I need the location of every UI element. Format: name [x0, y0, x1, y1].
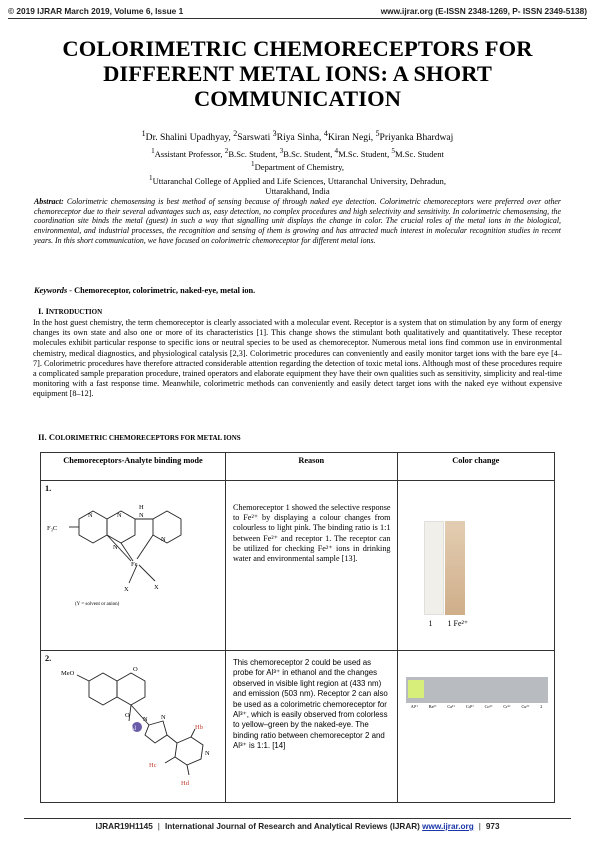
vial-al: [408, 680, 424, 698]
section-initial: C: [48, 432, 56, 442]
author-roles: [30, 146, 565, 159]
role-sup: 4: [334, 147, 339, 155]
reason-text: This chemoreceptor 2 could be used as probe for Al³⁺ in ethanol and the changes observed in visible light region at (433 nm) and emission (503 nm). Receptor 2 can also be used as a colorimetric chemoreceptor for Al³⁺, which is easily observed from colorless to yellow–green by the naked-eye. The binding ratio between chemoreceptor 2 and Al³⁺ is 1:1. [14]: [232, 658, 388, 751]
ligand-label: X: [154, 584, 159, 591]
structure-note: (Y = solvent or anion): [75, 602, 120, 607]
vial-label: Ba²⁺: [428, 704, 437, 709]
proton-label: Hd: [181, 780, 189, 787]
dept-sup: 1: [251, 160, 255, 169]
abstract-label: Abstract:: [34, 197, 64, 206]
author-name: Priyanka Bhardwaj: [379, 132, 454, 144]
author-name: Riya Sinha,: [276, 132, 324, 144]
vial-labels: [406, 704, 548, 709]
role-text: Assistant Professor,: [154, 148, 225, 159]
color-change-cell: [397, 481, 554, 651]
section-number: I.: [38, 306, 46, 316]
header-rule: [8, 18, 587, 19]
abstract-text: Colorimetric chemosensing is best method of sensing because of through naked eye detection. Colorimetric chemoreceptors were preferred over other chemoreceptor due to their several advantages such as, easy detection, no complex procedures and high selectivity and sensitivity. In colorimetric chemosensing, the coordination site binds the metal (guest) in such a way that signalling unit displays the change in color. The crucial roles of the metal ions in the biological, environmental, and industrial processes, the recognition and sensing of them is growing and has attracted much interest in molecular recognition studies in recent years. In this short communication, we have focused on colorimetric chemoreceptor for different metal ions.: [34, 197, 561, 245]
atom-label: N: [113, 544, 118, 551]
proton-label: Hc: [149, 762, 157, 769]
author-sup: 5: [375, 129, 380, 138]
section-rest: OLORIMETRIC CHEMORECEPTORS FOR METAL IONS: [55, 434, 241, 442]
vial-receptor: [424, 521, 444, 615]
abstract: [34, 197, 561, 246]
college-sup: 1: [148, 173, 153, 182]
vial-receptor-fe: [445, 521, 465, 615]
section-rest: NTRODUCTION: [48, 308, 103, 316]
footer-rule: [24, 818, 571, 819]
cf3-label: F₃C: [47, 525, 58, 532]
title-line: COMMUNICATION: [193, 86, 402, 111]
chemoreceptor-2-structure: [41, 663, 221, 795]
row-number: 2.: [45, 654, 52, 663]
row-number: 1.: [45, 484, 52, 493]
footer-separator: |: [157, 822, 160, 831]
department: [30, 159, 565, 172]
role-text: M.Sc. Student: [394, 148, 444, 159]
atom-label: N: [117, 512, 122, 519]
chemoreceptor-1-structure: [41, 493, 221, 623]
title-line: DIFFERENT METAL IONS: A SHORT: [103, 61, 492, 86]
vial-photo: [398, 651, 554, 799]
vial-label: Cr³⁺: [503, 704, 512, 709]
author-name: Kiran Negi,: [327, 132, 376, 144]
footer-separator: |: [478, 822, 481, 831]
chemoreceptor-table: [40, 452, 555, 803]
footer-page-number: 973: [485, 822, 500, 831]
header-issn: www.ijrar.org (E-ISSN 2348-1269, P- ISSN 2349-5138): [380, 6, 587, 16]
section-initial: I: [45, 306, 49, 316]
footer-journal: International Journal of Research and Analytical Reviews (IJRAR): [164, 822, 423, 831]
proton-label: Hb: [195, 724, 203, 731]
table-row: [41, 481, 555, 651]
author-list: [30, 128, 565, 144]
author-name: Sarswati: [237, 132, 273, 144]
atom-label: N: [143, 716, 148, 723]
author-sup: 2: [233, 129, 238, 138]
dept-text: Department of Chemistry,: [254, 162, 344, 173]
atom-label: N: [161, 714, 166, 721]
affiliations: [30, 146, 565, 197]
table-row: [41, 651, 555, 803]
color-photo: [398, 481, 554, 641]
keywords: [34, 286, 561, 295]
vial-label: Cd²⁺: [465, 704, 475, 709]
atom-label: N: [205, 750, 210, 757]
header-citation: © 2019 IJRAR March 2019, Volume 6, Issue 1: [8, 6, 184, 16]
atom-label: H: [139, 504, 144, 511]
footer-paper-id: IJRAR19H1145: [95, 822, 153, 831]
author-sup: 4: [323, 129, 328, 138]
role-sup: 2: [224, 147, 229, 155]
vial-strip: [406, 677, 548, 703]
vial-label: 2: [540, 704, 543, 709]
page-footer: [24, 818, 571, 834]
role-sup: 1: [151, 147, 155, 155]
vial-label: 1: [428, 619, 433, 628]
vial-label: Ca²⁺: [447, 704, 456, 709]
role-text: B.Sc. Student,: [228, 148, 280, 159]
role-sup: 5: [391, 147, 395, 155]
ligand-label: X: [124, 586, 129, 593]
running-header: [8, 4, 587, 18]
paper-title: [20, 36, 575, 111]
vial-label: 1 Fe²⁺: [447, 619, 469, 628]
college: [30, 173, 565, 186]
vial-label: Co²⁺: [484, 704, 493, 709]
atom-label: O: [133, 666, 138, 673]
state: Uttarakhand, India: [265, 186, 330, 197]
role-sup: 3: [279, 147, 284, 155]
atom-label: O: [125, 712, 130, 719]
section-heading-chemoreceptors: [38, 432, 241, 442]
metal-label: Al: [130, 726, 136, 732]
role-text: B.Sc. Student,: [283, 148, 335, 159]
reason-text: Chemoreceptor 1 showed the selective response to Fe²⁺ by displaying a colour changes from colourless to light pink. The binding ratio is 1:1 between Fe²⁺ and receptor 1. The receptor can be utilized for checking Fe²⁺ ions in drinking water and environmental sample [13].: [232, 503, 391, 564]
footer-row: [24, 822, 571, 831]
atom-label: N: [139, 512, 144, 519]
atom-label: N: [161, 536, 166, 543]
college-text: Uttaranchal College of Applied and Life Sciences, Uttaranchal University, Dehradun,: [152, 175, 446, 186]
structure-cell: [41, 651, 226, 803]
header-color-change: Color change: [397, 453, 554, 481]
role-text: M.Sc. Student,: [338, 148, 392, 159]
reason-cell: [225, 481, 397, 651]
keywords-label: Keywords -: [34, 286, 75, 295]
footer-journal-link[interactable]: www.ijrar.org: [422, 822, 474, 831]
header-binding-mode: Chemoreceptors-Analyte binding mode: [41, 453, 226, 481]
table-header-row: [41, 453, 555, 481]
structure-cell: [41, 481, 226, 651]
atom-label: N: [88, 512, 93, 519]
author-sup: 1: [141, 129, 146, 138]
section-heading-introduction: [38, 306, 102, 316]
author-name: Dr. Shalini Upadhyay,: [145, 132, 234, 144]
section-number: II.: [38, 432, 49, 442]
metal-label: Fe: [131, 561, 138, 568]
author-sup: 3: [272, 129, 277, 138]
vial-label: Al³⁺: [410, 704, 419, 709]
methoxy-label: MeO: [61, 670, 75, 677]
header-reason: Reason: [225, 453, 397, 481]
keywords-text: Chemoreceptor, colorimetric, naked-eye, metal ion.: [74, 286, 256, 295]
color-change-cell: [397, 651, 554, 803]
reason-cell: [225, 651, 397, 803]
vial-label: Cu²⁺: [521, 704, 530, 709]
title-line: COLORIMETRIC CHEMORECEPTORS FOR: [62, 36, 533, 61]
introduction-paragraph: In the host guest chemistry, the term chemoreceptor is clearly associated with a molecular event. Receptor is a system that on stimulation by any form of energy changes its own state and also one or more of its characteristics [1]. This change shows the stimulant both qualitatively and quantitatively. These receptor molecules exhibit particular response to specific ions or neutral species to be used as chemoreceptor. Numerous metal ions find common use in environmental chemistry, medical diagnostics, and physiological catalysis [2,3]. Colorimetric procedures can conveniently and easily monitor target ions with the bare eye [4–7]. Colorimetric procedures have therefore attracted considerable attention regarding the detection of toxic metal ions. Although most of these procedures require a complicated sample preparation procedure, trained operators and elaborate equipment they have their own qualities such as sensitivity, simplicity and real-time monitoring with a fast response time. Meanwhile, colorimetric methods can conveniently and easily detect target ions with the naked eye without expensive equipment [8–12].: [33, 318, 562, 399]
